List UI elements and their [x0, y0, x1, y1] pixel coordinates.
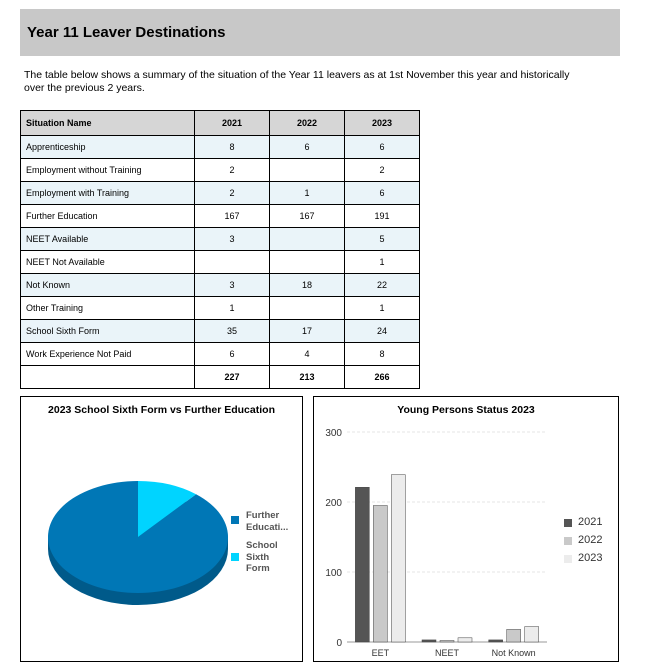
bar-not-known-2023: [525, 627, 539, 642]
value-cell: 3: [195, 274, 270, 297]
value-cell: 8: [345, 343, 420, 366]
situation-name-cell: Other Training: [21, 297, 195, 320]
summary-table: [20, 110, 420, 389]
table-row: [21, 159, 420, 182]
value-cell: 5: [345, 228, 420, 251]
legend-swatch-2023: [564, 555, 572, 563]
situation-name-cell: Apprenticeship: [21, 136, 195, 159]
value-cell: 2: [195, 182, 270, 205]
legend-school-sixth-form: School Sixth Form: [246, 540, 278, 574]
value-cell: 24: [345, 320, 420, 343]
header-situation: Situation Name: [21, 111, 195, 136]
total-value-cell: 227: [195, 366, 270, 389]
pie-chart-panel: [20, 396, 303, 662]
totals-label-cell: [21, 366, 195, 389]
table-row: [21, 320, 420, 343]
value-cell: 17: [270, 320, 345, 343]
legend-2022: 2022: [578, 534, 603, 546]
value-cell: 1: [195, 297, 270, 320]
situation-name-cell: NEET Not Available: [21, 251, 195, 274]
situation-name-cell: Employment without Training: [21, 159, 195, 182]
situation-name-cell: School Sixth Form: [21, 320, 195, 343]
intro-text: The table below shows a summary of the situation of the Year 11 leavers as at 1st November this year and historically over the previous 2 years.: [24, 69, 570, 94]
legend-swatch-school-sixth-form: [231, 553, 239, 561]
bar-neet-2021: [422, 640, 436, 642]
table-row: [21, 205, 420, 228]
legend-further-education: Further Educati...: [246, 510, 289, 533]
value-cell: 1: [345, 251, 420, 274]
total-value-cell: 213: [270, 366, 345, 389]
page-title: Year 11 Leaver Destinations: [27, 24, 226, 41]
bar-eet-2021: [355, 487, 369, 642]
pie-chart-title: 2023 School Sixth Form vs Further Education: [48, 404, 275, 416]
value-cell: 35: [195, 320, 270, 343]
value-cell: 2: [195, 159, 270, 182]
table-row: [21, 136, 420, 159]
table-row: [21, 182, 420, 205]
y-tick-label: 300: [325, 428, 342, 439]
value-cell: 8: [195, 136, 270, 159]
bar-not-known-2021: [489, 640, 503, 642]
value-cell: 1: [345, 297, 420, 320]
value-cell: [195, 251, 270, 274]
bar-not-known-2022: [507, 629, 521, 642]
bar-eet-2023: [391, 475, 405, 642]
bar-chart-panel: [313, 396, 619, 662]
x-tick-label: NEET: [434, 648, 460, 658]
legend-swatch-2021: [564, 519, 572, 527]
value-cell: 4: [270, 343, 345, 366]
value-cell: 18: [270, 274, 345, 297]
value-cell: 191: [345, 205, 420, 228]
value-cell: 6: [195, 343, 270, 366]
table-header-row: [21, 111, 420, 136]
total-value-cell: 266: [345, 366, 420, 389]
table-row: [21, 343, 420, 366]
value-cell: 3: [195, 228, 270, 251]
header-2023: 2023: [345, 111, 420, 136]
page-header: [20, 9, 620, 56]
y-tick-label: 0: [336, 638, 342, 649]
value-cell: 2: [345, 159, 420, 182]
bar-eet-2022: [373, 506, 387, 643]
legend-swatch-2022: [564, 537, 572, 545]
bar-neet-2022: [440, 641, 454, 643]
value-cell: [270, 228, 345, 251]
legend-2021: 2021: [578, 516, 603, 528]
bar-chart-title: Young Persons Status 2023: [397, 404, 535, 416]
y-tick-label: 200: [325, 498, 342, 509]
bar-neet-2023: [458, 638, 472, 642]
value-cell: 167: [195, 205, 270, 228]
legend-2023: 2023: [578, 552, 603, 564]
x-tick-label: EET: [371, 648, 390, 658]
y-tick-label: 100: [325, 568, 342, 579]
legend-swatch-further-education: [231, 516, 239, 524]
totals-row: [21, 366, 420, 389]
header-2022: 2022: [270, 111, 345, 136]
situation-name-cell: NEET Available: [21, 228, 195, 251]
table-row: [21, 228, 420, 251]
value-cell: [270, 251, 345, 274]
situation-name-cell: Not Known: [21, 274, 195, 297]
table-row: [21, 297, 420, 320]
x-tick-label: Not Known: [491, 648, 536, 658]
value-cell: 167: [270, 205, 345, 228]
value-cell: [270, 297, 345, 320]
value-cell: 22: [345, 274, 420, 297]
value-cell: [270, 159, 345, 182]
bar-chart: [314, 397, 618, 661]
situation-name-cell: Further Education: [21, 205, 195, 228]
header-2021: 2021: [195, 111, 270, 136]
table-row: [21, 274, 420, 297]
situation-name-cell: Employment with Training: [21, 182, 195, 205]
situation-name-cell: Work Experience Not Paid: [21, 343, 195, 366]
value-cell: 6: [345, 182, 420, 205]
table-row: [21, 251, 420, 274]
value-cell: 1: [270, 182, 345, 205]
value-cell: 6: [270, 136, 345, 159]
value-cell: 6: [345, 136, 420, 159]
